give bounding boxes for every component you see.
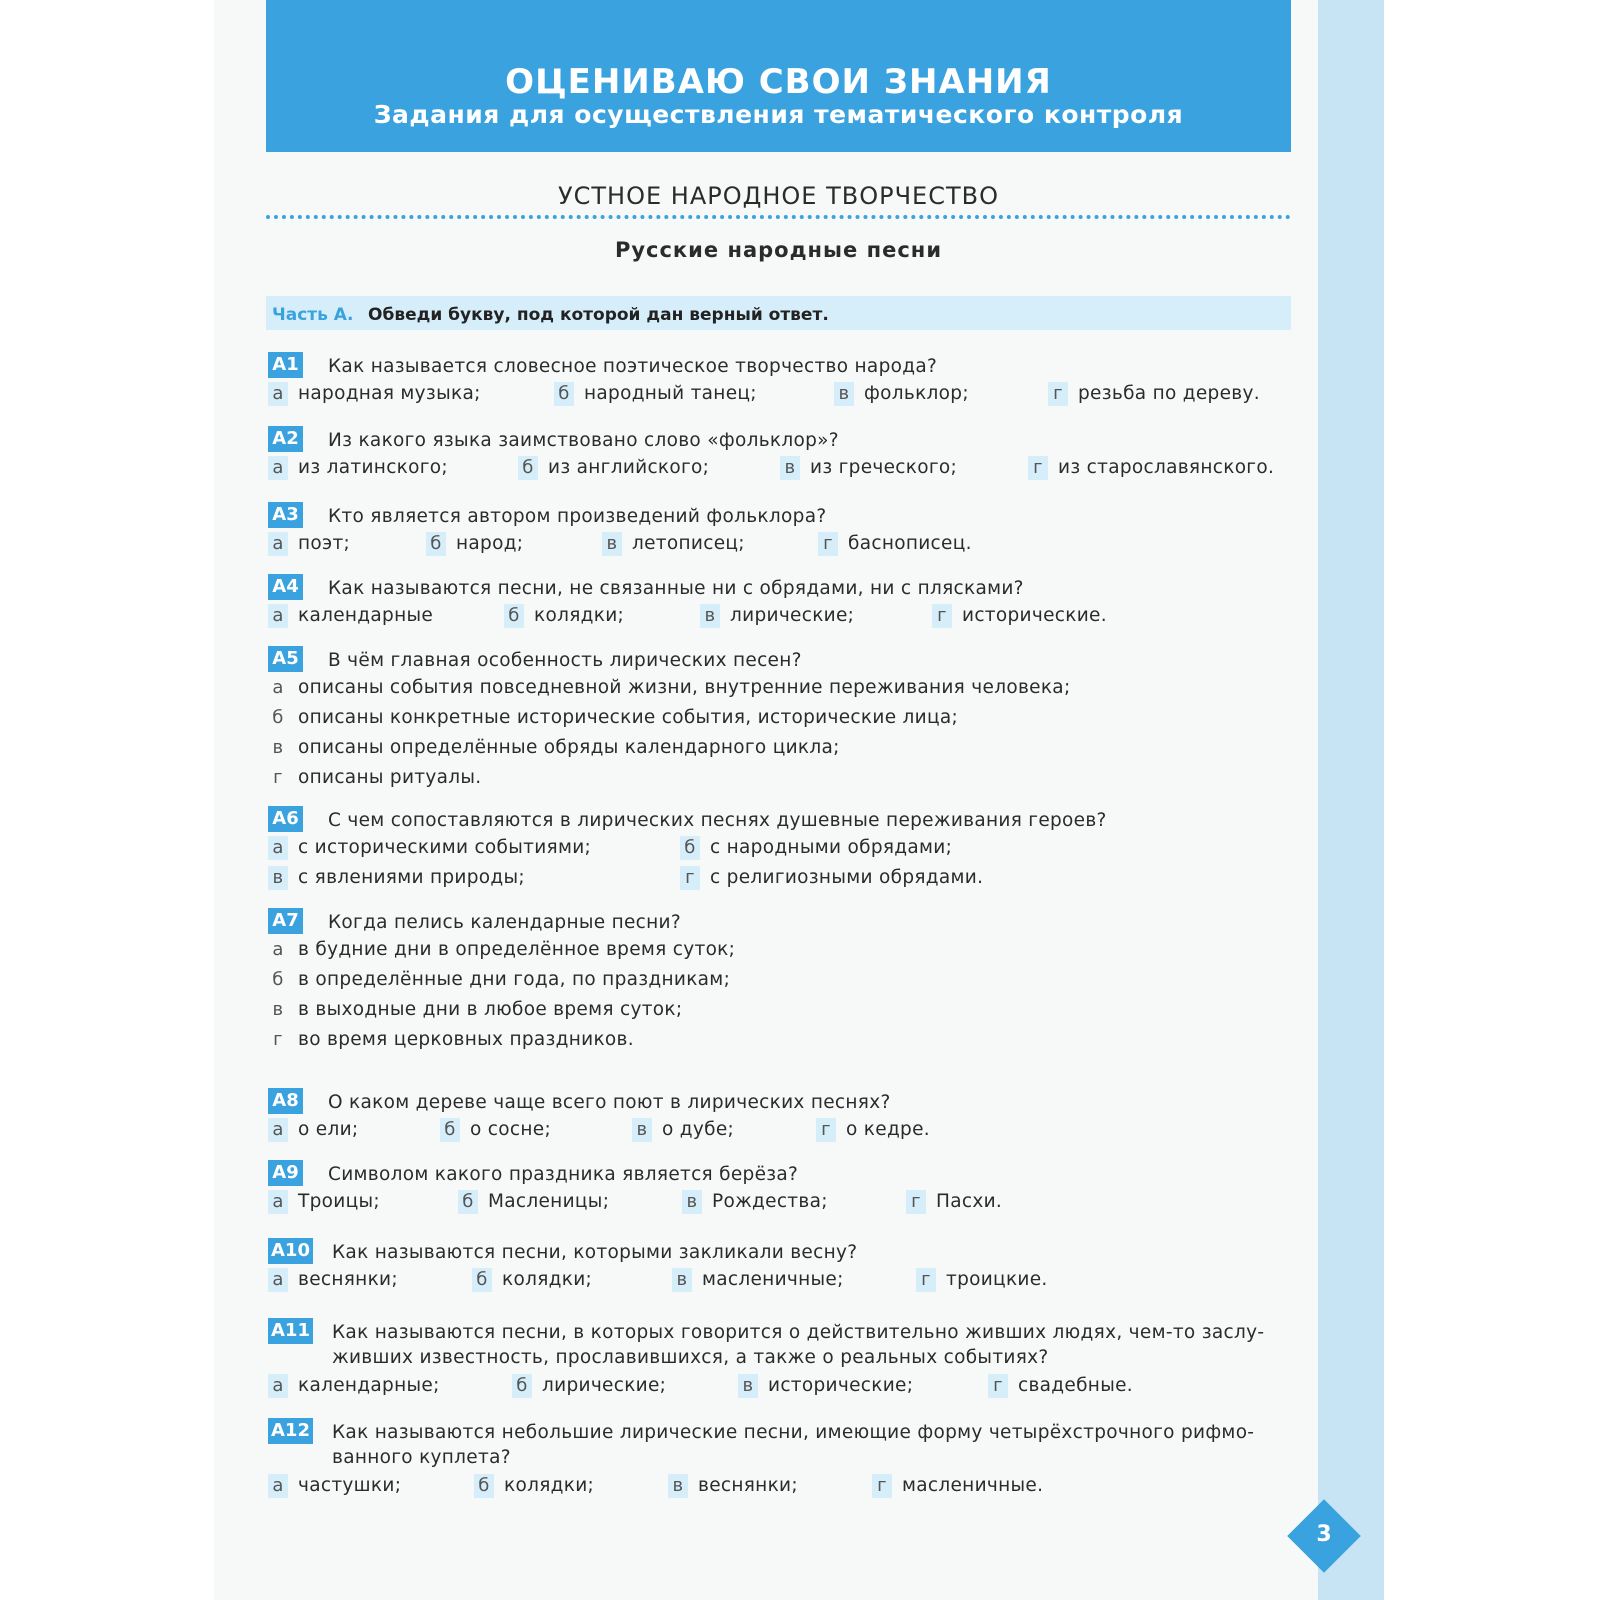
option-c[interactable] <box>268 736 1298 766</box>
option-b[interactable] <box>554 382 757 406</box>
option-c[interactable] <box>602 532 745 556</box>
option-key: а <box>268 1268 288 1292</box>
question-text <box>332 1320 1298 1370</box>
option-c[interactable] <box>780 456 957 480</box>
option-text: лирические; <box>542 1375 667 1396</box>
option-text: масленичные. <box>902 1475 1044 1496</box>
option-key: в <box>682 1190 702 1214</box>
dotted-divider <box>266 215 1291 219</box>
option-a[interactable] <box>268 382 481 406</box>
option-text: народ; <box>456 533 524 554</box>
question-text: Как называются песни, которыми закликали весну? <box>332 1242 858 1263</box>
option-d[interactable] <box>268 1028 1298 1058</box>
option-b[interactable] <box>512 1374 666 1398</box>
option-a[interactable] <box>268 1190 380 1214</box>
banner-subtitle: Задания для осуществления тематического контроля <box>373 100 1184 129</box>
question-a11 <box>268 1318 1298 1404</box>
option-key: а <box>268 532 288 556</box>
option-text: колядки; <box>534 605 625 626</box>
option-key: г <box>916 1268 936 1292</box>
option-d[interactable] <box>818 532 972 556</box>
option-a[interactable] <box>268 1118 358 1142</box>
option-text: о дубе; <box>662 1119 735 1140</box>
option-text: народный танец; <box>584 383 757 404</box>
option-b[interactable] <box>680 836 952 860</box>
option-text: в выходные дни в любое время суток; <box>298 999 683 1020</box>
option-a[interactable] <box>268 676 1298 706</box>
option-text: народная музыка; <box>298 383 481 404</box>
option-key: б <box>472 1268 492 1292</box>
option-key: в <box>780 456 800 480</box>
option-c[interactable] <box>682 1190 828 1214</box>
part-label: Часть А. <box>272 305 354 325</box>
question-a7 <box>268 908 1298 1058</box>
option-text: календарные <box>298 605 434 626</box>
option-key: г <box>680 866 700 890</box>
question-badge: А9 <box>268 1160 303 1186</box>
question-badge: А12 <box>268 1418 313 1444</box>
banner-title: ОЦЕНИВАЮ СВОИ ЗНАНИЯ <box>505 62 1052 102</box>
option-key: б <box>554 382 574 406</box>
question-badge: А3 <box>268 502 303 528</box>
question-text-line2: ванного куплета? <box>332 1447 511 1468</box>
option-key: в <box>602 532 622 556</box>
option-key: г <box>273 767 283 788</box>
option-text: описаны конкретные исторические события, исторические лица; <box>298 707 959 728</box>
option-c[interactable] <box>632 1118 734 1142</box>
option-text: из латинского; <box>298 457 448 478</box>
part-instruction: Обведи букву, под которой дан верный ответ. <box>368 305 829 325</box>
option-key: а <box>272 939 284 960</box>
option-text: о кедре. <box>846 1119 930 1140</box>
option-a[interactable] <box>268 836 591 860</box>
question-badge: А2 <box>268 426 303 452</box>
question-a10 <box>268 1238 1298 1298</box>
option-b[interactable] <box>458 1190 609 1214</box>
option-key: б <box>680 836 700 860</box>
question-a1 <box>268 352 1298 412</box>
question-text: С чем сопоставляются в лирических песнях душевные переживания героев? <box>328 810 1107 831</box>
option-key: в <box>738 1374 758 1398</box>
question-a3 <box>268 502 1298 562</box>
option-text: о ели; <box>298 1119 359 1140</box>
side-strip <box>1318 0 1384 1600</box>
option-text: Пасхи. <box>936 1191 1003 1212</box>
option-text: описаны определённые обряды календарного цикла; <box>298 737 840 758</box>
question-text: Когда пелись календарные песни? <box>328 912 681 933</box>
question-a9 <box>268 1160 1298 1220</box>
option-text: баснописец. <box>848 533 972 554</box>
option-text: колядки; <box>504 1475 595 1496</box>
option-b[interactable] <box>426 532 523 556</box>
option-b[interactable] <box>268 968 1298 998</box>
option-d[interactable] <box>916 1268 1048 1292</box>
option-key: а <box>268 604 288 628</box>
question-a12 <box>268 1418 1298 1504</box>
header-banner <box>266 0 1291 152</box>
option-key: б <box>440 1118 460 1142</box>
option-text: с религиозными обрядами. <box>710 867 984 888</box>
option-key: а <box>268 456 288 480</box>
option-text: из английского; <box>548 457 710 478</box>
option-text: поэт; <box>298 533 351 554</box>
question-a5 <box>268 646 1298 796</box>
option-b[interactable] <box>474 1474 594 1498</box>
option-key: а <box>268 1190 288 1214</box>
question-badge: А7 <box>268 908 303 934</box>
option-text: веснянки; <box>298 1269 398 1290</box>
option-key: г <box>273 1029 283 1050</box>
question-text: Как называются песни, не связанные ни с обрядами, ни с плясками? <box>328 578 1024 599</box>
option-d[interactable] <box>816 1118 930 1142</box>
question-text-line1: Как называются песни, в которых говорится о действительно живших людях, чем-то заслу- <box>332 1322 1265 1343</box>
option-b[interactable] <box>518 456 709 480</box>
option-text: с народными обрядами; <box>710 837 953 858</box>
option-key: г <box>818 532 838 556</box>
option-text: описаны события повседневной жизни, внутренние переживания человека; <box>298 677 1071 698</box>
question-text: О каком дереве чаще всего поют в лирических песнях? <box>328 1092 891 1113</box>
option-d[interactable] <box>1028 456 1274 480</box>
option-key: в <box>700 604 720 628</box>
option-text: о сосне; <box>470 1119 551 1140</box>
section-title: УСТНОЕ НАРОДНОЕ ТВОРЧЕСТВО <box>558 182 999 210</box>
option-text: троицкие. <box>946 1269 1048 1290</box>
question-badge: А8 <box>268 1088 303 1114</box>
option-key: б <box>504 604 524 628</box>
question-a8 <box>268 1088 1298 1148</box>
option-key: в <box>632 1118 652 1142</box>
option-key: б <box>272 969 284 990</box>
option-text: Масленицы; <box>488 1191 610 1212</box>
option-text: исторические. <box>962 605 1107 626</box>
option-text: свадебные. <box>1018 1375 1133 1396</box>
question-a4 <box>268 574 1298 634</box>
option-text: календарные; <box>298 1375 440 1396</box>
question-text: Символом какого праздника является берёза? <box>328 1164 799 1185</box>
option-key: в <box>272 999 284 1020</box>
option-key: а <box>272 677 284 698</box>
question-badge: А10 <box>268 1238 313 1264</box>
option-key: г <box>872 1474 892 1498</box>
option-text: частушки; <box>298 1475 402 1496</box>
option-key: а <box>268 1374 288 1398</box>
option-key: а <box>268 1118 288 1142</box>
question-text: Кто является автором произведений фольклора? <box>328 506 827 527</box>
page-number: 3 <box>1316 1522 1332 1547</box>
option-a[interactable] <box>268 604 433 628</box>
option-d[interactable] <box>872 1474 1043 1498</box>
option-key: б <box>518 456 538 480</box>
option-a[interactable] <box>268 532 350 556</box>
option-text: масленичные; <box>702 1269 844 1290</box>
option-key: г <box>988 1374 1008 1398</box>
option-a[interactable] <box>268 1474 401 1498</box>
page-subtitle: Русские народные песни <box>614 238 943 262</box>
option-text: колядки; <box>502 1269 593 1290</box>
option-text: в определённые дни года, по праздникам; <box>298 969 731 990</box>
option-b[interactable] <box>268 706 1298 736</box>
option-key: в <box>668 1474 688 1498</box>
option-b[interactable] <box>472 1268 592 1292</box>
option-a[interactable] <box>268 938 1298 968</box>
option-d[interactable] <box>988 1374 1133 1398</box>
option-text: исторические; <box>768 1375 914 1396</box>
option-key: а <box>268 1474 288 1498</box>
option-text: летописец; <box>632 533 745 554</box>
option-text: описаны ритуалы. <box>298 767 482 788</box>
option-text: из старославянского. <box>1058 457 1275 478</box>
option-text: Троицы; <box>298 1191 380 1212</box>
option-text: во время церковных праздников. <box>298 1029 634 1050</box>
option-d[interactable] <box>932 604 1107 628</box>
question-badge: А5 <box>268 646 303 672</box>
option-d[interactable] <box>268 766 1298 796</box>
option-c[interactable] <box>738 1374 913 1398</box>
option-c[interactable] <box>834 382 969 406</box>
option-key: в <box>268 866 288 890</box>
option-key: б <box>458 1190 478 1214</box>
option-a[interactable] <box>268 1268 398 1292</box>
question-a2 <box>268 426 1298 486</box>
question-text: Как называется словесное поэтическое творчество народа? <box>328 356 938 377</box>
option-b[interactable] <box>440 1118 551 1142</box>
option-key: б <box>272 707 284 728</box>
question-text: В чём главная особенность лирических песен? <box>328 650 802 671</box>
option-key: г <box>1048 382 1068 406</box>
option-c[interactable] <box>268 866 525 890</box>
option-d[interactable] <box>906 1190 1002 1214</box>
option-text: резьба по дереву. <box>1078 383 1260 404</box>
option-key: г <box>932 604 952 628</box>
option-c[interactable] <box>672 1268 844 1292</box>
option-text: из греческого; <box>810 457 958 478</box>
option-key: б <box>512 1374 532 1398</box>
question-badge: А6 <box>268 806 303 832</box>
option-c[interactable] <box>700 604 854 628</box>
option-key: в <box>672 1268 692 1292</box>
option-text: в будние дни в определённое время суток; <box>298 939 736 960</box>
question-a6 <box>268 806 1298 896</box>
option-key: а <box>268 382 288 406</box>
option-a[interactable] <box>268 1374 440 1398</box>
option-key: б <box>474 1474 494 1498</box>
question-text: Из какого языка заимствовано слово «фольклор»? <box>328 430 839 451</box>
option-key: а <box>268 836 288 860</box>
option-c[interactable] <box>668 1474 798 1498</box>
question-badge: А1 <box>268 352 303 378</box>
option-key: в <box>272 737 284 758</box>
question-text <box>332 1420 1298 1470</box>
option-text: Рождества; <box>712 1191 828 1212</box>
option-text: с историческими событиями; <box>298 837 592 858</box>
option-key: б <box>426 532 446 556</box>
question-badge: А11 <box>268 1318 313 1344</box>
option-key: г <box>906 1190 926 1214</box>
question-badge: А4 <box>268 574 303 600</box>
option-a[interactable] <box>268 456 448 480</box>
option-text: с явлениями природы; <box>298 867 525 888</box>
option-c[interactable] <box>268 998 1298 1028</box>
question-text-line2: живших известность, прославившихся, а также о реальных событиях? <box>332 1347 1049 1368</box>
option-text: лирические; <box>730 605 855 626</box>
option-key: в <box>834 382 854 406</box>
option-text: фольклор; <box>864 383 969 404</box>
option-text: веснянки; <box>698 1475 798 1496</box>
option-key: г <box>816 1118 836 1142</box>
option-b[interactable] <box>504 604 624 628</box>
option-key: г <box>1028 456 1048 480</box>
option-d[interactable] <box>1048 382 1260 406</box>
option-d[interactable] <box>680 866 983 890</box>
question-text-line1: Как называются небольшие лирические песни, имеющие форму четырёхстрочного рифмо- <box>332 1422 1255 1443</box>
